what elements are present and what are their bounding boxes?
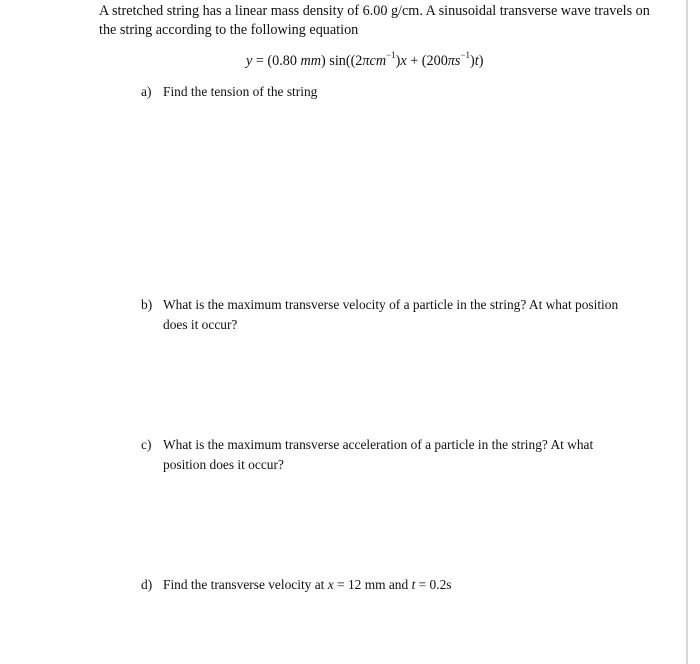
equation-unit-mm: mm <box>300 53 322 69</box>
question-d-var-x: x <box>327 577 334 592</box>
question-b <box>141 295 618 335</box>
equation-unit-s: s <box>454 53 461 69</box>
problem-statement-line-1: A stretched string has a linear mass density of 6.00 g/cm. A sinusoidal transverse wave travels on <box>99 3 650 19</box>
equation-amplitude: (0.80 <box>267 53 301 69</box>
equation-sin-open: ) sin((2 <box>321 53 363 69</box>
equation-unit-cm: cm <box>369 53 387 69</box>
equation-var-x: x <box>400 53 407 69</box>
equation-pi-2: π <box>447 53 455 69</box>
equation-pi-1: π <box>362 53 370 69</box>
question-d-text-mid: = 12 mm and <box>333 577 412 592</box>
equation-plus: + (200 <box>406 53 448 69</box>
equation-exponent-1: −1 <box>386 50 396 61</box>
equation-exponent-2: −1 <box>460 50 471 61</box>
page-edge-divider <box>686 0 688 664</box>
question-d <box>141 575 452 595</box>
wave-equation <box>246 52 483 71</box>
question-c-text-line-2: position does it occur? <box>163 457 284 472</box>
question-a-label: a) <box>141 84 152 99</box>
equation-lhs: y <box>246 53 253 69</box>
problem-statement <box>99 2 669 40</box>
question-b-label: b) <box>141 297 153 312</box>
question-d-label: d) <box>141 577 153 592</box>
question-d-var-t: t <box>411 577 416 592</box>
question-a-text: Find the tension of the string <box>163 84 318 99</box>
question-c-text-line-1: What is the maximum transverse acceleration of a particle in the string? At what <box>163 437 594 452</box>
equation-close-2: ) <box>470 53 475 69</box>
question-d-text-prefix: Find the transverse velocity at <box>163 577 328 592</box>
question-c-label: c) <box>141 437 152 452</box>
equation-close-3: ) <box>478 53 484 69</box>
question-c <box>141 435 593 475</box>
equation-equals: = <box>252 53 268 69</box>
question-b-text-line-1: What is the maximum transverse velocity of a particle in the string? At what position <box>163 297 619 312</box>
question-d-text-suffix: = 0.2s <box>415 577 452 592</box>
equation-close-1: ) <box>395 53 401 69</box>
problem-statement-line-2: the string according to the following equation <box>99 22 359 38</box>
equation-var-t: t <box>474 53 479 69</box>
question-b-text-line-2: does it occur? <box>163 317 238 332</box>
question-a <box>141 82 317 102</box>
